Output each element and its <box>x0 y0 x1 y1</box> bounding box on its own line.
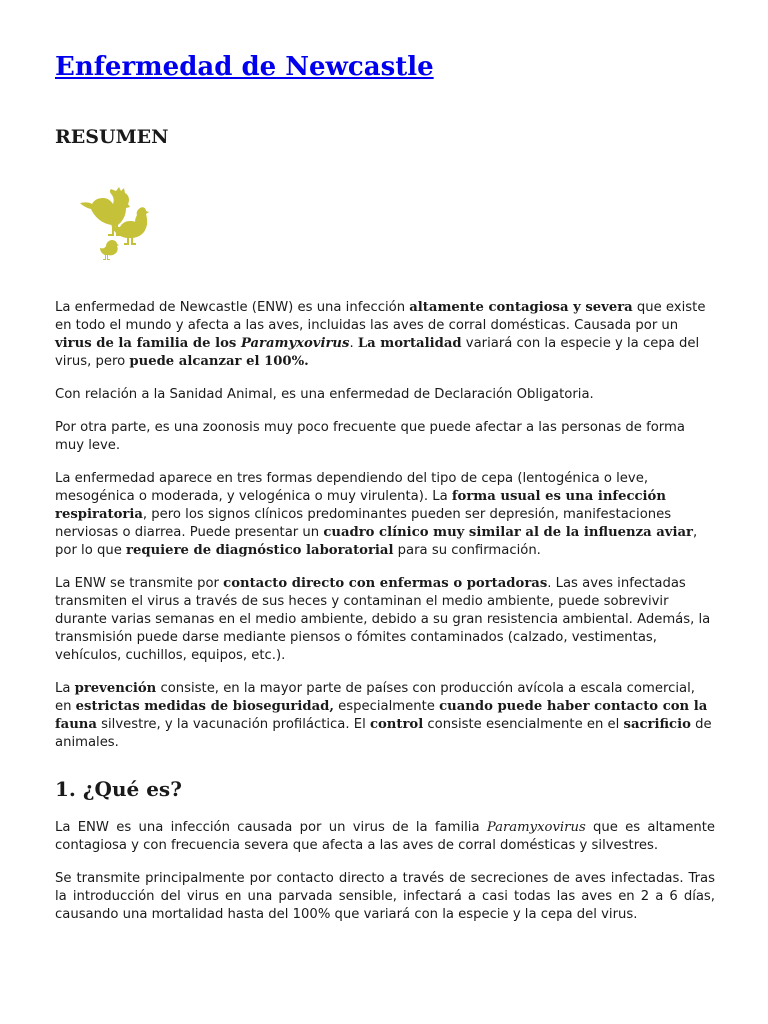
document-body <box>55 299 715 939</box>
summary-paragraph-1: La enfermedad de Newcastle (ENW) es una infección altamente contagiosa y severa que existe en todo el mundo y afecta a las aves, incluidas las aves de corral domésticas. Causada por un virus de la familia de los Paramyxovirus. La mortalidad variará con la especie y la cepa del virus, pero puede alcanzar el 100%. <box>55 300 706 369</box>
summary-paragraph-6: La prevención consiste, en la mayor parte de países con producción avícola a escala comercial, en estrictas medidas de bioseguridad, especialmente cuando puede haber contacto con la fauna silvestre, y la vacunación profiláctica. El control consiste esencialmente en el sacrificio de animales. <box>55 681 712 750</box>
page-title-link[interactable]: Enfermedad de Newcastle <box>55 52 434 82</box>
summary-paragraph-5: La ENW se transmite por contacto directo con enfermas o portadoras. Las aves infectadas transmiten el virus a través de sus heces y contaminan el medio ambiente, puede sobrevivir durante varias semanas en el medio ambiente, debido a su gran resistencia ambiental. Además, la transmisión puede darse mediante piensos o fómites contaminados (calzado, vestimentas, vehículos, cuchillos, equipos, etc.). <box>55 576 711 663</box>
summary-paragraph-2: Con relación a la Sanidad Animal, es una enfermedad de Declaración Obligatoria. <box>55 387 594 402</box>
summary-heading: RESUMEN <box>55 126 169 148</box>
section-heading-que-es: 1. ¿Qué es? <box>55 777 182 801</box>
summary-paragraph-3: Por otra parte, es una zoonosis muy poco frecuente que puede afectar a las personas de forma muy leve. <box>55 420 685 453</box>
section-1-paragraph-2: Se transmite principalmente por contacto directo a través de secreciones de aves infectadas. Tras la introducción del virus en una parvada sensible, infectará a casi todas las aves en 2 a 6 días, causando una mortalidad hasta del 100% que variará con la especie y la cepa del virus. <box>55 871 715 922</box>
section-1-paragraph-1: La ENW es una infección causada por un virus de la familia Paramyxovirus que es altamente contagiosa y con frecuencia severa que afecta a las aves de corral domésticas y silvestres. <box>55 820 715 853</box>
poultry-icon <box>72 186 164 264</box>
summary-paragraph-4: La enfermedad aparece en tres formas dependiendo del tipo de cepa (lentogénica o leve, mesogénica o moderada, y velogénica o muy virulenta). La forma usual es una infección respiratoria, pero los signos clínicos predominantes pueden ser depresión, manifestaciones nerviosas o diarrea. Puede presentar un cuadro clínico muy similar al de la influenza aviar, por lo que requiere de diagnóstico laboratorial para su confirmación. <box>55 471 698 558</box>
